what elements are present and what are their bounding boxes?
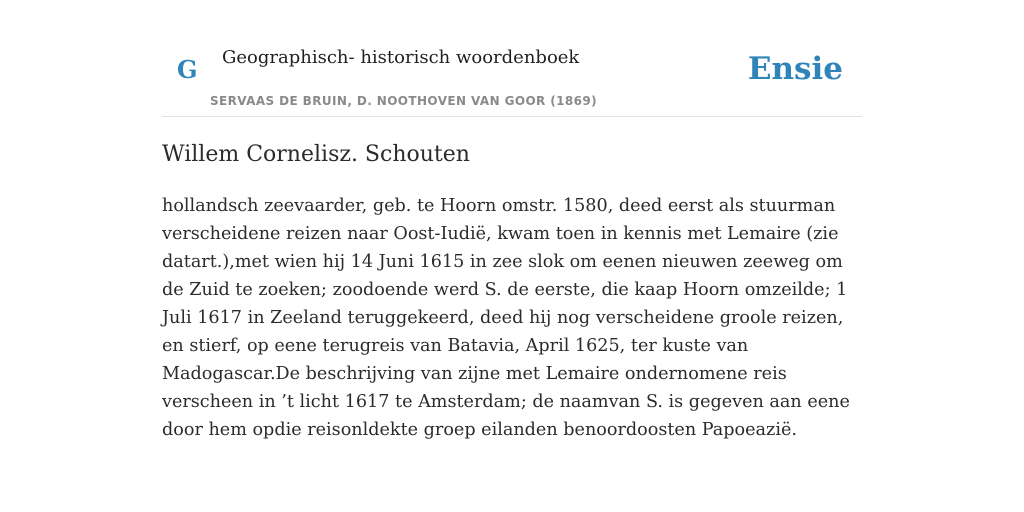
entry-title: Willem Cornelisz. Schouten <box>162 142 470 167</box>
header <box>162 0 862 117</box>
book-logo-letter[interactable]: G <box>177 55 198 84</box>
entry-body: hollandsch zeevaarder, geb. te Hoorn omstr. 1580, deed eerst als stuurman verscheidene reizen naar Oost-Iudië, kwam toen in kennis met Lemaire (zie datart.),met wien hij 14 Juni 1615 in zee slok om eenen nieuwen zeeweg om de Zuid te zoeken; zoodoende werd S. de eerste, die kaap Hoorn omzeilde; 1 Juli 1617 in Zeeland teruggekeerd, deed hij nog verscheidene groole reizen, en stierf, op eene terugreis van Batavia, April 1625, ter kuste van Madogascar.De beschrijving van zijne met Lemaire ondernomene reis verscheen in ’t licht 1617 te Amsterdam; de naamvan S. is gegeven aan eene door hem opdie reisonldekte groep eilanden benoordoosten Papoeazië. <box>162 196 850 440</box>
page <box>162 0 862 440</box>
book-title[interactable]: Geographisch- historisch woordenboek <box>222 47 580 68</box>
book-author: SERVAAS DE BRUIN, D. NOOTHOVEN VAN GOOR (1869) <box>210 94 598 108</box>
ensie-logo-link[interactable]: Ensie <box>747 51 843 87</box>
